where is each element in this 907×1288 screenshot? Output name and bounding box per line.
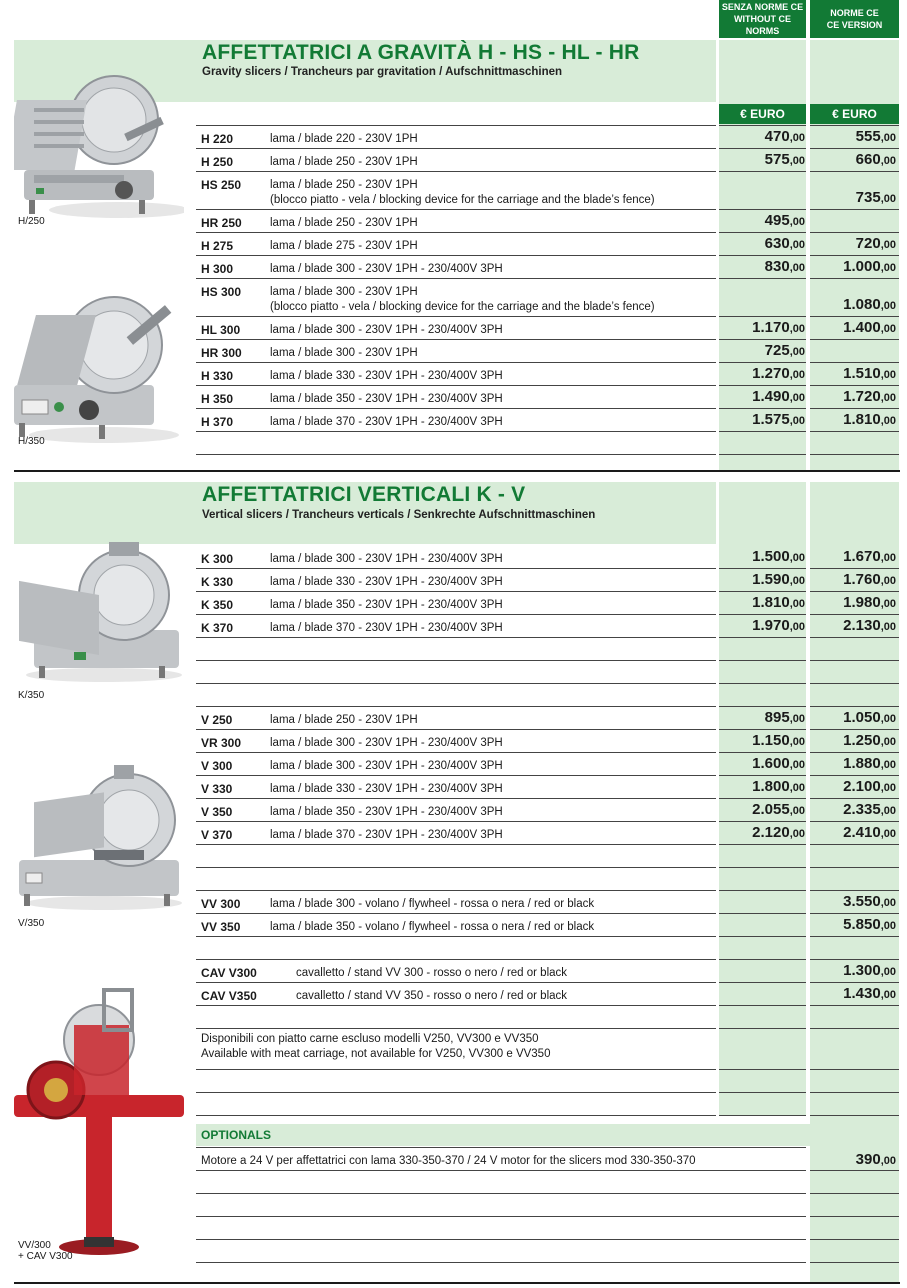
availability-note-en: Available with meat carriage, not available for V250, VV300 e VV350 — [201, 1048, 551, 1060]
row-rule — [196, 867, 716, 868]
price-cell: 1.270,00 — [752, 365, 805, 382]
model-code: V 300 — [201, 759, 233, 773]
price-cell: 495,00 — [764, 212, 805, 229]
model-code: CAV V350 — [201, 989, 257, 1003]
model-code: HL 300 — [201, 323, 241, 337]
row-rule — [719, 936, 806, 937]
price-cell: 1.300,00 — [843, 962, 896, 979]
col-header-without-ce: SENZA NORME CE WITHOUT CE NORMS — [719, 0, 806, 38]
model-code: H 300 — [201, 262, 234, 276]
price-cell: 1.150,00 — [752, 732, 805, 749]
model-code: VV 350 — [201, 920, 241, 934]
price-cell: 2.055,00 — [752, 801, 805, 818]
model-description: lama / blade 250 - 230V 1PH — [270, 156, 418, 168]
price-cell: 895,00 — [764, 709, 805, 726]
row-rule — [810, 683, 899, 684]
row-rule — [810, 1193, 899, 1194]
model-description: cavalletto / stand VV 300 - rosso o nero / red or black — [296, 967, 568, 979]
row-rule — [810, 1069, 899, 1070]
model-description: lama / blade 370 - 230V 1PH - 230/400V 3PH — [270, 829, 503, 841]
model-code: V 370 — [201, 828, 233, 842]
section2-subtitle: Vertical slicers / Trancheurs verticals / Senkrechte Aufschnittmaschinen — [202, 509, 596, 521]
image-label-h350: H/350 — [18, 436, 45, 447]
image-label-vv300: VV/300 — [18, 1240, 51, 1251]
slicer-k350-image — [14, 540, 184, 685]
model-code: V 330 — [201, 782, 233, 796]
row-rule — [196, 1216, 806, 1217]
price-cell: 1.600,00 — [752, 755, 805, 772]
price-cell: 1.980,00 — [843, 594, 896, 611]
table-row — [196, 278, 899, 316]
model-description: lama / blade 300 - 230V 1PH — [270, 286, 418, 298]
model-description: lama / blade 275 - 230V 1PH — [270, 240, 418, 252]
optional-motor-price: 390,00 — [855, 1151, 896, 1168]
table-row — [196, 171, 899, 209]
model-description: lama / blade 300 - 230V 1PH - 230/400V 3PH — [270, 324, 503, 336]
model-code: H 220 — [201, 132, 234, 146]
price-cell: 630,00 — [764, 235, 805, 252]
model-description: lama / blade 350 - 230V 1PH - 230/400V 3PH — [270, 806, 503, 818]
price-cell: 1.575,00 — [752, 411, 805, 428]
price-cell: 5.850,00 — [843, 916, 896, 933]
model-description: lama / blade 330 - 230V 1PH - 230/400V 3PH — [270, 783, 503, 795]
model-code: K 330 — [201, 575, 234, 589]
model-description: lama / blade 250 - 230V 1PH — [270, 179, 418, 191]
model-description: lama / blade 300 - 230V 1PH - 230/400V 3PH — [270, 263, 503, 275]
price-cell: 1.510,00 — [843, 365, 896, 382]
row-rule — [719, 431, 806, 432]
row-rule — [810, 660, 899, 661]
price-cell: 575,00 — [764, 151, 805, 168]
price-cell: 1.720,00 — [843, 388, 896, 405]
row-rule — [196, 683, 716, 684]
price-cell: 2.100,00 — [843, 778, 896, 795]
price-cell: 1.670,00 — [843, 548, 896, 565]
model-description: lama / blade 330 - 230V 1PH - 230/400V 3PH — [270, 370, 503, 382]
row-rule — [719, 637, 806, 638]
price-cell: 2.410,00 — [843, 824, 896, 841]
model-description: lama / blade 370 - 230V 1PH - 230/400V 3PH — [270, 622, 503, 634]
model-description-note: (blocco piatto - vela / blocking device for the carriage and the blade’s fence) — [270, 194, 655, 206]
model-code: H 370 — [201, 415, 234, 429]
row-rule — [719, 683, 806, 684]
model-description: lama / blade 350 - 230V 1PH - 230/400V 3PH — [270, 393, 503, 405]
section1-title: AFFETTATRICI A GRAVITÀ H - HS - HL - HR — [202, 41, 640, 64]
row-rule — [196, 1193, 806, 1194]
bottom-rule — [14, 1282, 900, 1284]
price-cell: 2.130,00 — [843, 617, 896, 634]
price-cell: 555,00 — [855, 128, 896, 145]
row-rule — [196, 936, 716, 937]
row-rule — [196, 1069, 716, 1070]
row-rule — [810, 1216, 899, 1217]
row-rule — [196, 1092, 716, 1093]
row-rule — [719, 1028, 806, 1029]
price-cell: 1.000,00 — [843, 258, 896, 275]
row-rule — [810, 844, 899, 845]
table-row — [196, 959, 899, 982]
price-cell: 1.050,00 — [843, 709, 896, 726]
price-cell: 1.880,00 — [843, 755, 896, 772]
row-rule — [196, 1147, 806, 1148]
price-cell: 1.590,00 — [752, 571, 805, 588]
table-row — [196, 982, 899, 1005]
model-code: VV 300 — [201, 897, 241, 911]
model-description: lama / blade 300 - volano / flywheel - rossa o nera / red or black — [270, 898, 595, 910]
row-rule — [810, 1262, 899, 1263]
price-cell: 1.170,00 — [752, 319, 805, 336]
price-cell: 1.970,00 — [752, 617, 805, 634]
slicer-vv300-image — [14, 985, 186, 1260]
model-code: V 350 — [201, 805, 233, 819]
price-cell: 1.400,00 — [843, 319, 896, 336]
row-rule — [196, 637, 716, 638]
model-code: H 250 — [201, 155, 234, 169]
image-label-h250: H/250 — [18, 216, 45, 227]
model-code: H 275 — [201, 239, 234, 253]
price-cell: 1.490,00 — [752, 388, 805, 405]
row-rule — [196, 1170, 806, 1171]
euro-badge-1: € EURO — [719, 104, 806, 124]
price-cell: 1.080,00 — [843, 296, 896, 313]
row-rule — [810, 431, 899, 432]
model-description: lama / blade 220 - 230V 1PH — [270, 133, 418, 145]
model-description: lama / blade 250 - 230V 1PH — [270, 714, 418, 726]
row-rule — [196, 1115, 716, 1116]
row-rule — [196, 844, 716, 845]
image-label-cav-v300: + CAV V300 — [18, 1251, 73, 1262]
row-rule — [719, 1005, 806, 1006]
row-rule — [196, 1239, 806, 1240]
model-description: lama / blade 350 - volano / flywheel - rossa o nera / red or black — [270, 921, 595, 933]
model-description: lama / blade 350 - 230V 1PH - 230/400V 3PH — [270, 599, 503, 611]
model-code: H 330 — [201, 369, 234, 383]
model-code: VR 300 — [201, 736, 242, 750]
model-code: HR 250 — [201, 216, 242, 230]
model-description: cavalletto / stand VV 350 - rosso o nero / red or black — [296, 990, 568, 1002]
optionals-label: OPTIONALS — [201, 1128, 272, 1142]
row-rule — [719, 867, 806, 868]
price-cell: 720,00 — [855, 235, 896, 252]
row-rule — [196, 1262, 806, 1263]
price-cell: 735,00 — [855, 189, 896, 206]
price-cell: 2.335,00 — [843, 801, 896, 818]
optional-motor-desc: Motore a 24 V per affettatrici con lama 330-350-370 / 24 V motor for the slicers mod 330-350-370 — [201, 1155, 696, 1167]
section-divider — [14, 470, 900, 472]
row-rule — [810, 1028, 899, 1029]
price-cell: 1.810,00 — [843, 411, 896, 428]
price-cell: 1.800,00 — [752, 778, 805, 795]
price-cell: 470,00 — [764, 128, 805, 145]
price-cell: 1.430,00 — [843, 985, 896, 1002]
slicer-h250-image — [14, 60, 184, 230]
table-row — [196, 913, 899, 936]
col-header-ce-version: NORME CE CE VERSION — [810, 0, 899, 38]
image-label-k350: K/350 — [18, 690, 45, 701]
table-row — [196, 890, 899, 913]
slicer-v350-image — [14, 765, 186, 915]
model-code: HS 250 — [201, 178, 242, 192]
row-rule — [810, 1170, 899, 1171]
row-rule — [810, 936, 899, 937]
model-code: H 350 — [201, 392, 234, 406]
model-description-note: (blocco piatto - vela / blocking device for the carriage and the blade’s fence) — [270, 301, 655, 313]
model-description: lama / blade 250 - 230V 1PH — [270, 217, 418, 229]
model-description: lama / blade 300 - 230V 1PH — [270, 347, 418, 359]
price-cell: 1.500,00 — [752, 548, 805, 565]
row-rule — [719, 1115, 806, 1116]
row-rule — [810, 1239, 899, 1240]
slicer-h350-image — [14, 285, 184, 450]
model-code: HR 300 — [201, 346, 242, 360]
model-description: lama / blade 300 - 230V 1PH - 230/400V 3PH — [270, 737, 503, 749]
row-rule — [719, 844, 806, 845]
image-label-v350: V/350 — [18, 918, 45, 929]
row-rule — [810, 454, 899, 455]
price-cell: 3.550,00 — [843, 893, 896, 910]
section1-subtitle: Gravity slicers / Trancheurs par gravitation / Aufschnittmaschinen — [202, 66, 563, 78]
model-description: lama / blade 300 - 230V 1PH - 230/400V 3PH — [270, 553, 503, 565]
model-code: K 350 — [201, 598, 234, 612]
model-code: HS 300 — [201, 285, 242, 299]
price-cell: 830,00 — [764, 258, 805, 275]
row-rule — [196, 660, 716, 661]
section2-title: AFFETTATRICI VERTICALI K - V — [202, 483, 526, 506]
row-rule — [719, 454, 806, 455]
model-code: V 250 — [201, 713, 233, 727]
row-rule — [196, 1005, 716, 1006]
row-rule — [810, 637, 899, 638]
price-cell: 1.760,00 — [843, 571, 896, 588]
row-rule — [810, 867, 899, 868]
row-rule — [719, 1069, 806, 1070]
row-rule — [810, 1115, 899, 1116]
model-code: K 370 — [201, 621, 234, 635]
euro-badge-2: € EURO — [810, 104, 899, 124]
model-description: lama / blade 300 - 230V 1PH - 230/400V 3PH — [270, 760, 503, 772]
row-rule — [196, 431, 716, 432]
row-rule — [719, 660, 806, 661]
model-code: CAV V300 — [201, 966, 257, 980]
price-cell: 725,00 — [764, 342, 805, 359]
row-rule — [196, 1028, 716, 1029]
availability-note-it: Disponibili con piatto carne escluso modelli V250, VV300 e VV350 — [201, 1033, 539, 1045]
row-rule — [810, 1005, 899, 1006]
model-description: lama / blade 330 - 230V 1PH - 230/400V 3PH — [270, 576, 503, 588]
price-cell: 660,00 — [855, 151, 896, 168]
price-cell: 1.810,00 — [752, 594, 805, 611]
model-description: lama / blade 370 - 230V 1PH - 230/400V 3PH — [270, 416, 503, 428]
row-rule — [810, 1092, 899, 1093]
optionals-band — [196, 1124, 899, 1146]
model-code: K 300 — [201, 552, 234, 566]
price-cell: 2.120,00 — [752, 824, 805, 841]
row-rule — [719, 1092, 806, 1093]
row-rule — [196, 454, 716, 455]
price-cell: 1.250,00 — [843, 732, 896, 749]
